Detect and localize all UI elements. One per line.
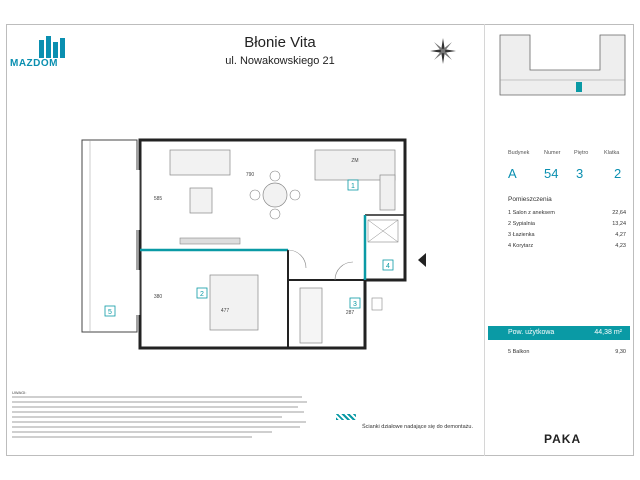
room-tag-2: 2 [200, 291, 204, 298]
note-line [12, 406, 298, 408]
note-line [12, 411, 304, 413]
note-line [12, 396, 302, 398]
floor-plan [60, 110, 480, 360]
note-line [12, 416, 282, 418]
logo-text: MAZDOM [10, 58, 58, 69]
room-tag-4: 4 [386, 263, 390, 270]
dim-477: 477 [220, 308, 230, 314]
value-numer: 54 [544, 166, 559, 181]
room-tag-3: 3 [353, 301, 357, 308]
dim-585: 585 [153, 196, 163, 202]
balcony-label: 5 Balkon [508, 349, 530, 355]
room-area: 13,24 [612, 221, 626, 227]
room-label: 3 Łazienka [508, 232, 535, 238]
note-line [12, 431, 272, 433]
dim-790: 790 [245, 172, 255, 178]
balcony-area: 9,30 [615, 349, 626, 355]
building-location-map [490, 30, 630, 100]
demountable-wall-swatch [336, 414, 356, 420]
notes-block [12, 396, 312, 441]
room-label: 1 Salon z aneksem [508, 210, 555, 216]
compass-icon [428, 36, 458, 66]
note-line [12, 421, 306, 423]
note-line [12, 401, 307, 403]
dim-287: 287 [345, 310, 355, 316]
value-klatka: 2 [614, 166, 622, 181]
paka-logo: PAKA [544, 432, 582, 446]
room-label: 4 Korytarz [508, 243, 534, 249]
room-row [508, 210, 626, 216]
panel-divider [484, 24, 485, 456]
value-budynek: A [508, 166, 517, 181]
room-area: 4,23 [615, 243, 626, 249]
header-klatka: Klatka [604, 150, 620, 156]
usable-area-bar [488, 326, 630, 340]
value-pietro: 3 [576, 166, 584, 181]
room-row [508, 243, 626, 249]
project-address: ul. Nowakowskiego 21 [225, 55, 335, 67]
dim-zm: ZM [351, 158, 359, 164]
room-area: 22,64 [612, 210, 626, 216]
room-row [508, 232, 626, 238]
note-line [12, 426, 300, 428]
dim-380: 380 [153, 294, 163, 300]
header-pietro: Piętro [574, 150, 589, 156]
notes-heading: UWAGI: [12, 390, 27, 395]
rooms-title: Pomieszczenia [508, 196, 552, 203]
room-tag-1: 1 [351, 183, 355, 190]
room-row [508, 221, 626, 227]
balcony-row [508, 349, 626, 355]
room-tag-5: 5 [108, 309, 112, 316]
note-line [12, 436, 252, 438]
legend-text: Ścianki działowe nadające się do demontażu. [362, 424, 473, 430]
header-budynek: Budynek [508, 150, 530, 156]
usable-area-value: 44,38 m² [594, 329, 622, 336]
header-numer: Numer [544, 150, 561, 156]
project-title: Błonie Vita [244, 34, 316, 51]
usable-area-label: Pow. użytkowa [508, 329, 555, 336]
room-area: 4,27 [615, 232, 626, 238]
room-label: 2 Sypialnia [508, 221, 535, 227]
